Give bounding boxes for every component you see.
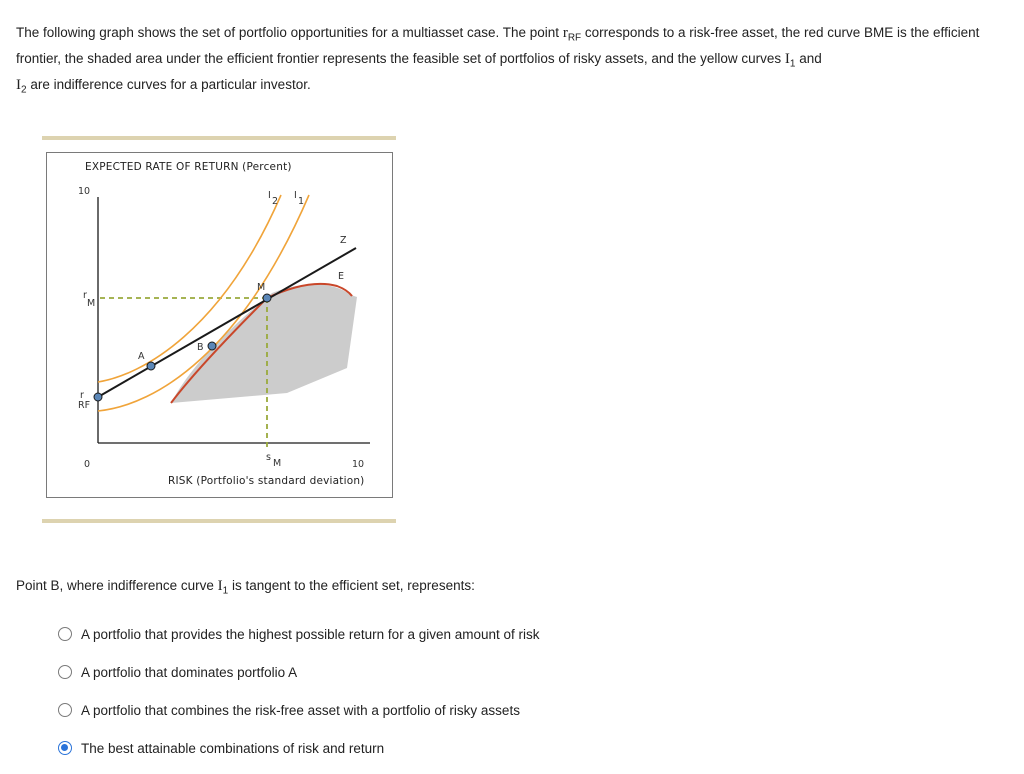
- i2-label: I: [268, 190, 271, 201]
- m-label: M: [257, 282, 266, 293]
- answer-label-2: A portfolio that dominates portfolio A: [81, 664, 298, 680]
- e-label: E: [338, 271, 345, 282]
- x-tick-10: 10: [352, 459, 365, 470]
- intro-paragraph: [16, 20, 1006, 98]
- sm-label-s: s: [266, 452, 271, 463]
- symbol-i2: I: [16, 77, 21, 93]
- radio-button-3[interactable]: [58, 703, 72, 717]
- symbol-i1: I: [784, 51, 790, 67]
- rm-label-sub: M: [87, 298, 96, 309]
- radio-button-4[interactable]: [58, 741, 72, 755]
- radio-button-1[interactable]: [58, 627, 72, 641]
- portfolio-figure: [42, 136, 396, 524]
- b-label: B: [197, 342, 204, 353]
- intro-text-1: The following graph shows the set of portfolio opportunities for a multiasset case. The point: [16, 25, 563, 40]
- point-rf: [94, 393, 102, 401]
- question-text-2: is tangent to the efficient set, represents:: [228, 578, 475, 593]
- answer-option-1[interactable]: [58, 622, 540, 646]
- subscript-1: 1: [789, 58, 796, 70]
- intro-text-2: corresponds to a risk-free asset, the red curve BME is the efficient frontier, the shaded area under the efficient frontier represents the feasible set of portfolios of risky assets, and the yellow curves: [16, 25, 980, 66]
- question-text-1: Point B, where indifference curve: [16, 578, 218, 593]
- point-m: [263, 294, 271, 302]
- a-label: A: [138, 351, 145, 362]
- x-axis-title: RISK (Portfolio's standard deviation): [168, 475, 365, 487]
- z-label: Z: [340, 235, 347, 246]
- sm-label-sub: M: [273, 458, 282, 469]
- rf-label-sub: RF: [78, 400, 91, 411]
- question-symbol-i: I: [217, 578, 223, 594]
- answer-label-1: A portfolio that provides the highest possible return for a given amount of risk: [81, 626, 540, 642]
- answer-option-2[interactable]: [58, 660, 540, 684]
- intro-text-4: are indifference curves for a particular investor.: [26, 77, 311, 92]
- i2-sub: 2: [272, 196, 279, 207]
- rf-label-r: r: [80, 390, 84, 401]
- y-axis-title: EXPECTED RATE OF RETURN (Percent): [85, 161, 292, 173]
- efficient-frontier-diagram: [47, 153, 392, 497]
- answer-option-4[interactable]: [58, 736, 540, 760]
- subscript-rf: RF: [567, 32, 582, 44]
- point-b: [208, 342, 216, 350]
- i1-label: I: [294, 190, 297, 201]
- y-tick-0: 0: [84, 459, 91, 470]
- subscript-2: 2: [21, 84, 27, 96]
- i1-sub: 1: [298, 196, 305, 207]
- point-a: [147, 362, 155, 370]
- question-prompt: [16, 578, 475, 597]
- y-tick-10: 10: [78, 186, 91, 197]
- answer-label-3: A portfolio that combines the risk-free asset with a portfolio of risky assets: [81, 702, 520, 718]
- chart-frame: [46, 152, 393, 498]
- symbol-r: r: [562, 25, 568, 41]
- intro-text-3: and: [795, 51, 822, 66]
- radio-button-2[interactable]: [58, 665, 72, 679]
- rm-label-r: r: [83, 290, 87, 301]
- figure-top-rule: [42, 136, 396, 140]
- answer-options: [58, 622, 540, 774]
- question-subscript-1: 1: [222, 585, 229, 597]
- figure-bottom-rule: [42, 519, 396, 523]
- answer-option-3[interactable]: [58, 698, 540, 722]
- answer-label-4: The best attainable combinations of risk and return: [81, 740, 385, 756]
